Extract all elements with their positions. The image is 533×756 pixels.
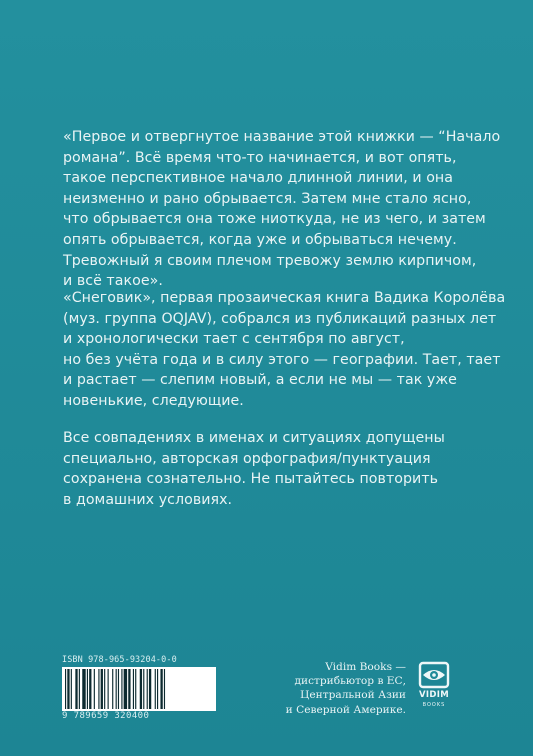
barcode-bar	[147, 669, 148, 709]
barcode-digits: 9 789659 320400	[62, 711, 150, 721]
isbn-label: ISBN 978-965-93204-0-0	[62, 655, 177, 665]
barcode-bar	[124, 669, 127, 709]
barcode-bar	[79, 669, 80, 709]
text-line: «Снеговик», первая прозаическая книга Вадика Королёва	[63, 290, 506, 306]
barcode-bar	[143, 669, 144, 709]
barcode-bar	[75, 669, 77, 709]
barcode-bar	[160, 669, 162, 709]
text-line: и хронологически тает с сентября по август,	[63, 331, 405, 348]
text-line: (муз. группа OQJAV), собрался из публикаций разных лет	[63, 310, 497, 327]
logo-subtitle: BOOKS	[422, 702, 446, 708]
publisher-line: дистрибьютор в ЕС,	[294, 675, 406, 688]
text-line: и всё такое».	[63, 273, 163, 290]
text-line: специально, авторская орфография/пунктуация	[63, 450, 431, 467]
text-line: Тревожный я своим плечом тревожу землю кирпичом,	[63, 252, 477, 269]
eye-logo-icon	[414, 661, 454, 689]
barcode-bar	[82, 669, 85, 709]
barcode-bar	[116, 669, 117, 709]
logo-name: VIDIM	[419, 690, 449, 700]
barcode-bar	[101, 669, 103, 709]
text-line: романа”. Всё время что-то начинается, и вот опять,	[63, 149, 457, 166]
text-line: неизменно и рано обрывается. Затем мне стало ясно,	[63, 190, 472, 207]
barcode-bar	[87, 669, 88, 709]
barcode-bar	[118, 669, 119, 709]
barcode-bar	[65, 669, 66, 709]
text-line: опять обрывается, когда уже и обрываться нечему.	[63, 231, 457, 248]
barcode-bar	[140, 669, 142, 709]
barcode-bar	[135, 669, 136, 709]
text-line: но без учёта года и в силу этого — географии. Тает, тает	[63, 351, 501, 368]
barcode-bar	[104, 669, 105, 709]
text-line: сохранена сознательно. Не пытайтесь повторить	[63, 471, 439, 488]
blurb-paragraph-1	[63, 127, 501, 292]
publisher-line: и Северной Америке.	[285, 703, 406, 716]
barcode-bar	[67, 669, 69, 709]
barcode-bar	[121, 669, 122, 709]
barcode-bar	[133, 669, 134, 709]
blurb-paragraph-2	[63, 288, 506, 412]
text-line: новенькие, следующие.	[63, 392, 244, 409]
text-line: в домашних условиях.	[63, 491, 233, 508]
publisher-note	[286, 660, 406, 717]
text-line: «Первое и отвергнутое название этой книжки — “Начало	[63, 129, 501, 145]
barcode-bar	[94, 669, 95, 709]
publisher-line: Центральной Азии	[300, 689, 406, 702]
vidim-books-logo	[414, 661, 454, 717]
barcode-bar	[89, 669, 91, 709]
text-line: и растает — слепим новый, а если не мы — так уже	[63, 372, 457, 389]
barcode-bar	[128, 669, 130, 709]
barcode-bar	[112, 669, 113, 709]
barcode-bar	[149, 669, 151, 709]
barcode-bar	[164, 669, 165, 709]
blurb-paragraph-3	[63, 428, 483, 510]
barcode-bar	[71, 669, 72, 709]
barcode-bars	[62, 667, 216, 711]
barcode-bar	[155, 669, 156, 709]
text-line: Все совпадениях в именах и ситуациях допущены	[63, 430, 445, 446]
text-line: такое перспективное начало длинной линии, и она	[63, 170, 453, 187]
barcode-bar	[108, 669, 109, 709]
barcode-bar	[157, 669, 158, 709]
text-line: что обрывается она тоже ниоткуда, не из чего, и затем	[63, 211, 486, 228]
publisher-line: Vidim Books —	[325, 661, 406, 673]
barcode-bar	[98, 669, 99, 709]
